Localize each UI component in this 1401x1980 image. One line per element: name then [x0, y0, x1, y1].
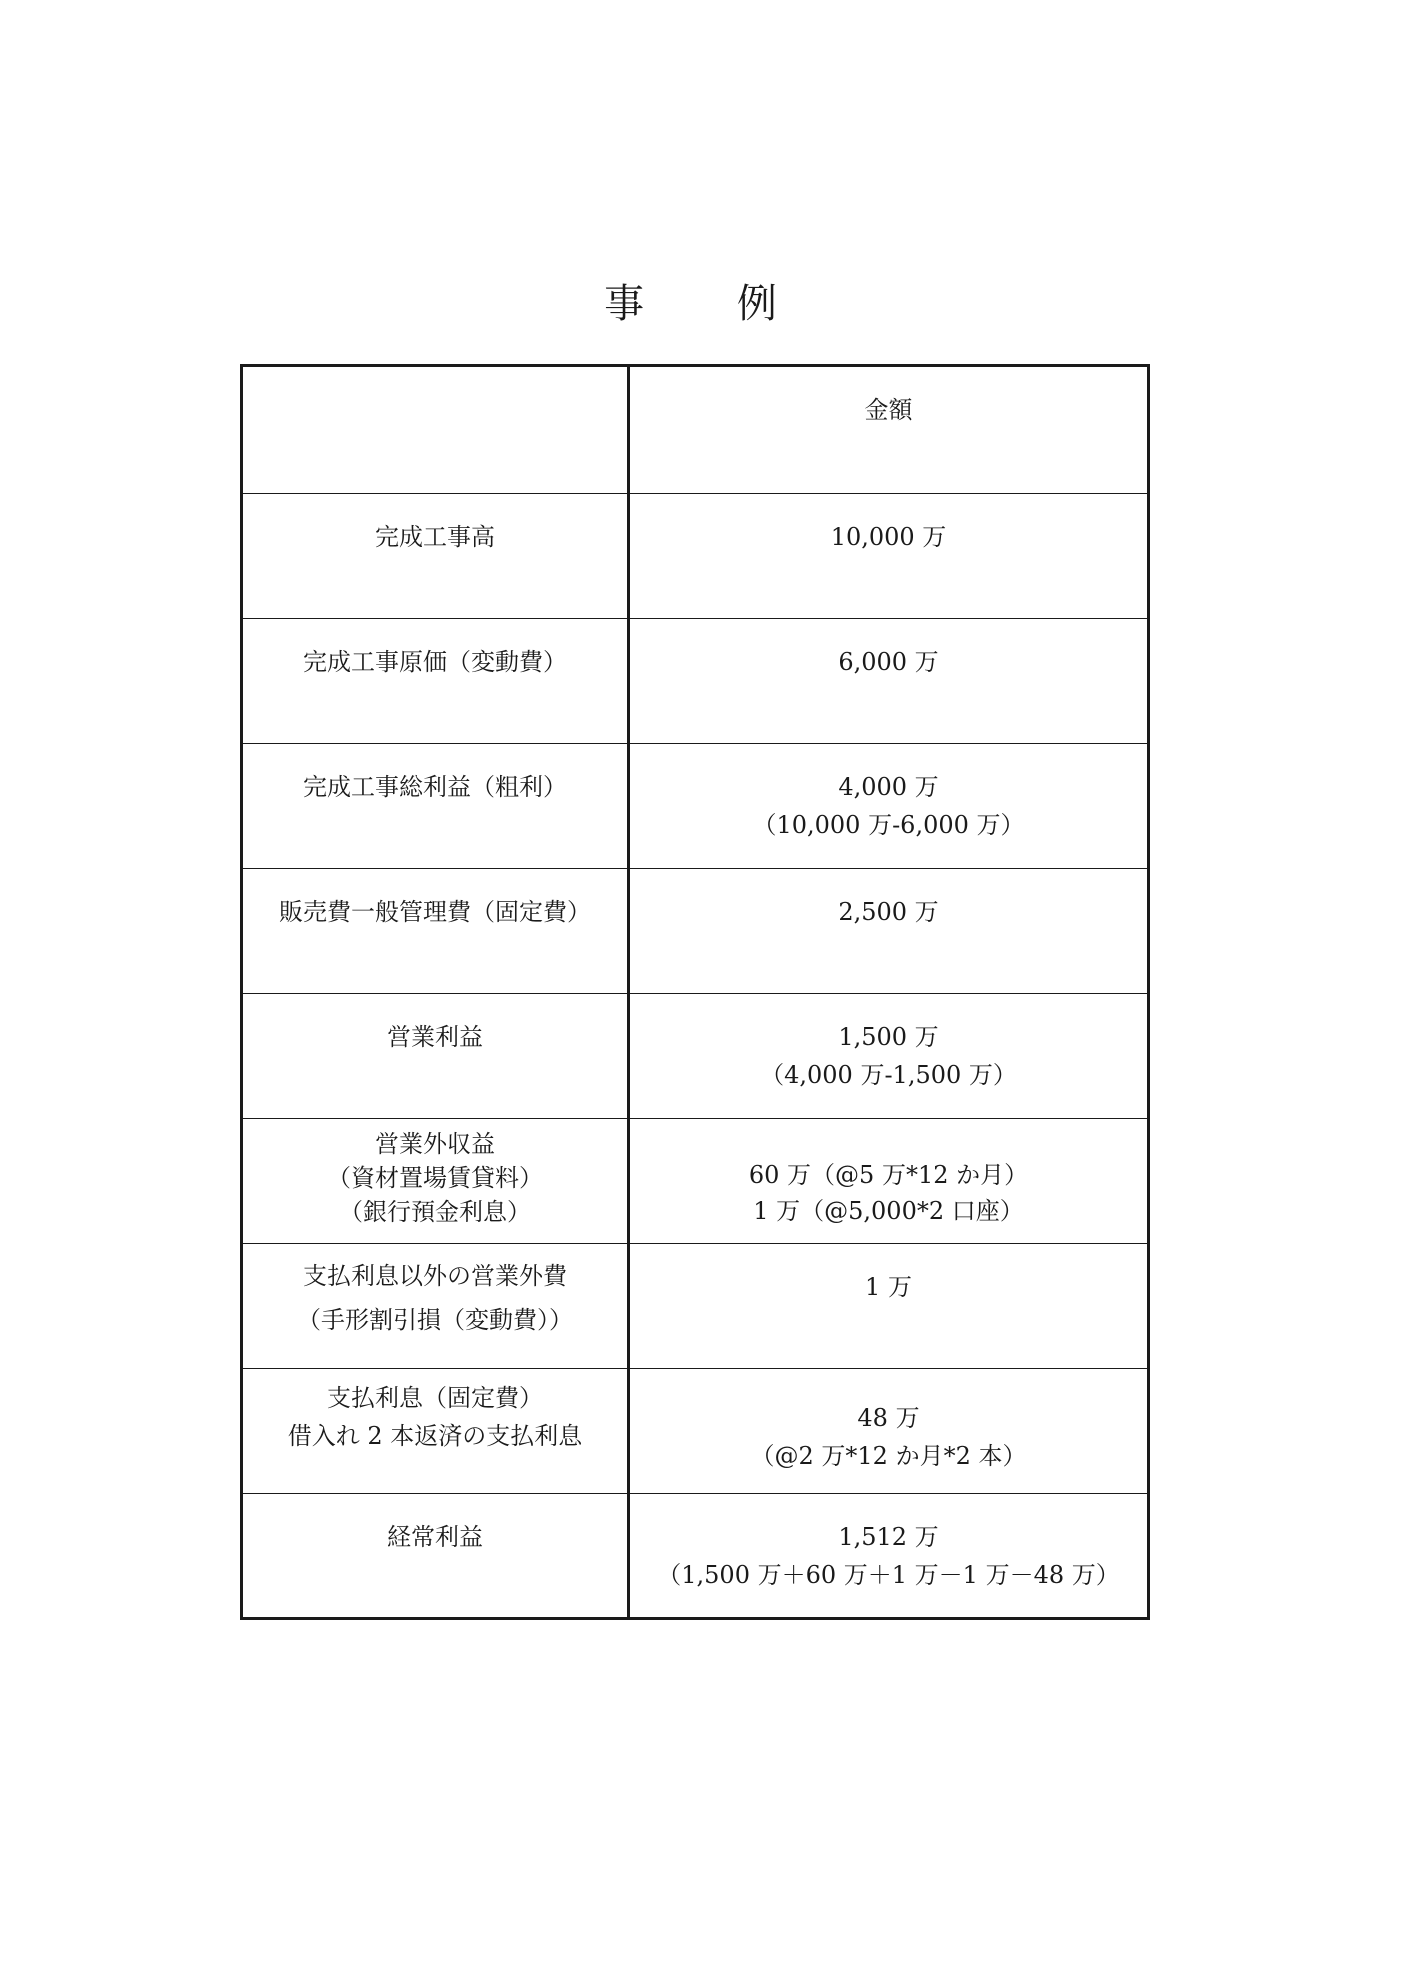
row-label-text: 完成工事総利益（粗利）	[303, 773, 567, 801]
row-amount-text: 6,000 万	[838, 648, 939, 676]
row-amount-text: 48 万	[857, 1404, 920, 1432]
row-amount	[629, 1494, 1149, 1619]
row-label	[242, 1369, 629, 1494]
row-label-text: 完成工事高	[375, 523, 495, 551]
row-amount-text: 4,000 万	[838, 773, 939, 801]
row-label	[242, 1244, 629, 1369]
table-header-row	[242, 366, 1149, 494]
header-amount-cell: 金額	[629, 366, 1149, 494]
row-label	[242, 1119, 629, 1244]
row-amount	[629, 1119, 1149, 1244]
row-label	[242, 869, 629, 994]
row-amount-formula: （1,500 万＋60 万＋1 万－1 万－48 万）	[657, 1561, 1120, 1589]
row-label	[242, 619, 629, 744]
header-item-cell	[242, 366, 629, 494]
row-label-text: 販売費一般管理費（固定費）	[279, 898, 591, 926]
row-amount-text: 10,000 万	[830, 523, 947, 551]
table-row	[242, 869, 1149, 994]
row-amount	[629, 1369, 1149, 1494]
row-label-subtext: （銀行預金利息）	[339, 1198, 531, 1226]
row-label-text: 営業利益	[387, 1023, 483, 1051]
table-row	[242, 619, 1149, 744]
row-amount-text: 60 万（@5 万*12 か月）	[748, 1161, 1029, 1189]
row-label-subtext: 借入れ 2 本返済の支払利息	[287, 1422, 583, 1450]
profit-calculation-table	[240, 364, 1150, 1620]
row-amount-formula: （10,000 万-6,000 万）	[752, 811, 1025, 839]
row-label-subtext: （手形割引損（変動費））	[297, 1306, 573, 1334]
row-amount	[629, 994, 1149, 1119]
row-amount-text: 1 万（@5,000*2 口座）	[753, 1197, 1024, 1225]
row-label-text: 完成工事原価（変動費）	[303, 648, 567, 676]
row-amount-formula: （@2 万*12 か月*2 本）	[750, 1442, 1027, 1470]
row-amount-text: 1 万	[865, 1273, 912, 1301]
table-row	[242, 494, 1149, 619]
table-row	[242, 1494, 1149, 1619]
table-row	[242, 1244, 1149, 1369]
row-amount	[629, 744, 1149, 869]
row-label-subtext: （資材置場賃貸料）	[327, 1164, 543, 1192]
page-title: 事 例	[604, 281, 817, 327]
row-amount-text: 1,500 万	[838, 1023, 939, 1051]
row-amount-text: 2,500 万	[838, 898, 939, 926]
row-amount-formula: （4,000 万-1,500 万）	[760, 1061, 1017, 1089]
row-label	[242, 744, 629, 869]
row-label	[242, 994, 629, 1119]
row-amount	[629, 1244, 1149, 1369]
row-label	[242, 494, 629, 619]
row-label-text: 支払利息以外の営業外費	[303, 1262, 567, 1290]
row-label	[242, 1494, 629, 1619]
table-row	[242, 1369, 1149, 1494]
row-amount	[629, 619, 1149, 744]
row-label-text: 営業外収益	[375, 1130, 495, 1158]
row-amount-text: 1,512 万	[838, 1523, 939, 1551]
table-row	[242, 994, 1149, 1119]
table-row	[242, 744, 1149, 869]
row-amount	[629, 494, 1149, 619]
table-row	[242, 1119, 1149, 1244]
row-label-text: 経常利益	[387, 1523, 483, 1551]
row-label-text: 支払利息（固定費）	[327, 1384, 543, 1412]
row-amount	[629, 869, 1149, 994]
